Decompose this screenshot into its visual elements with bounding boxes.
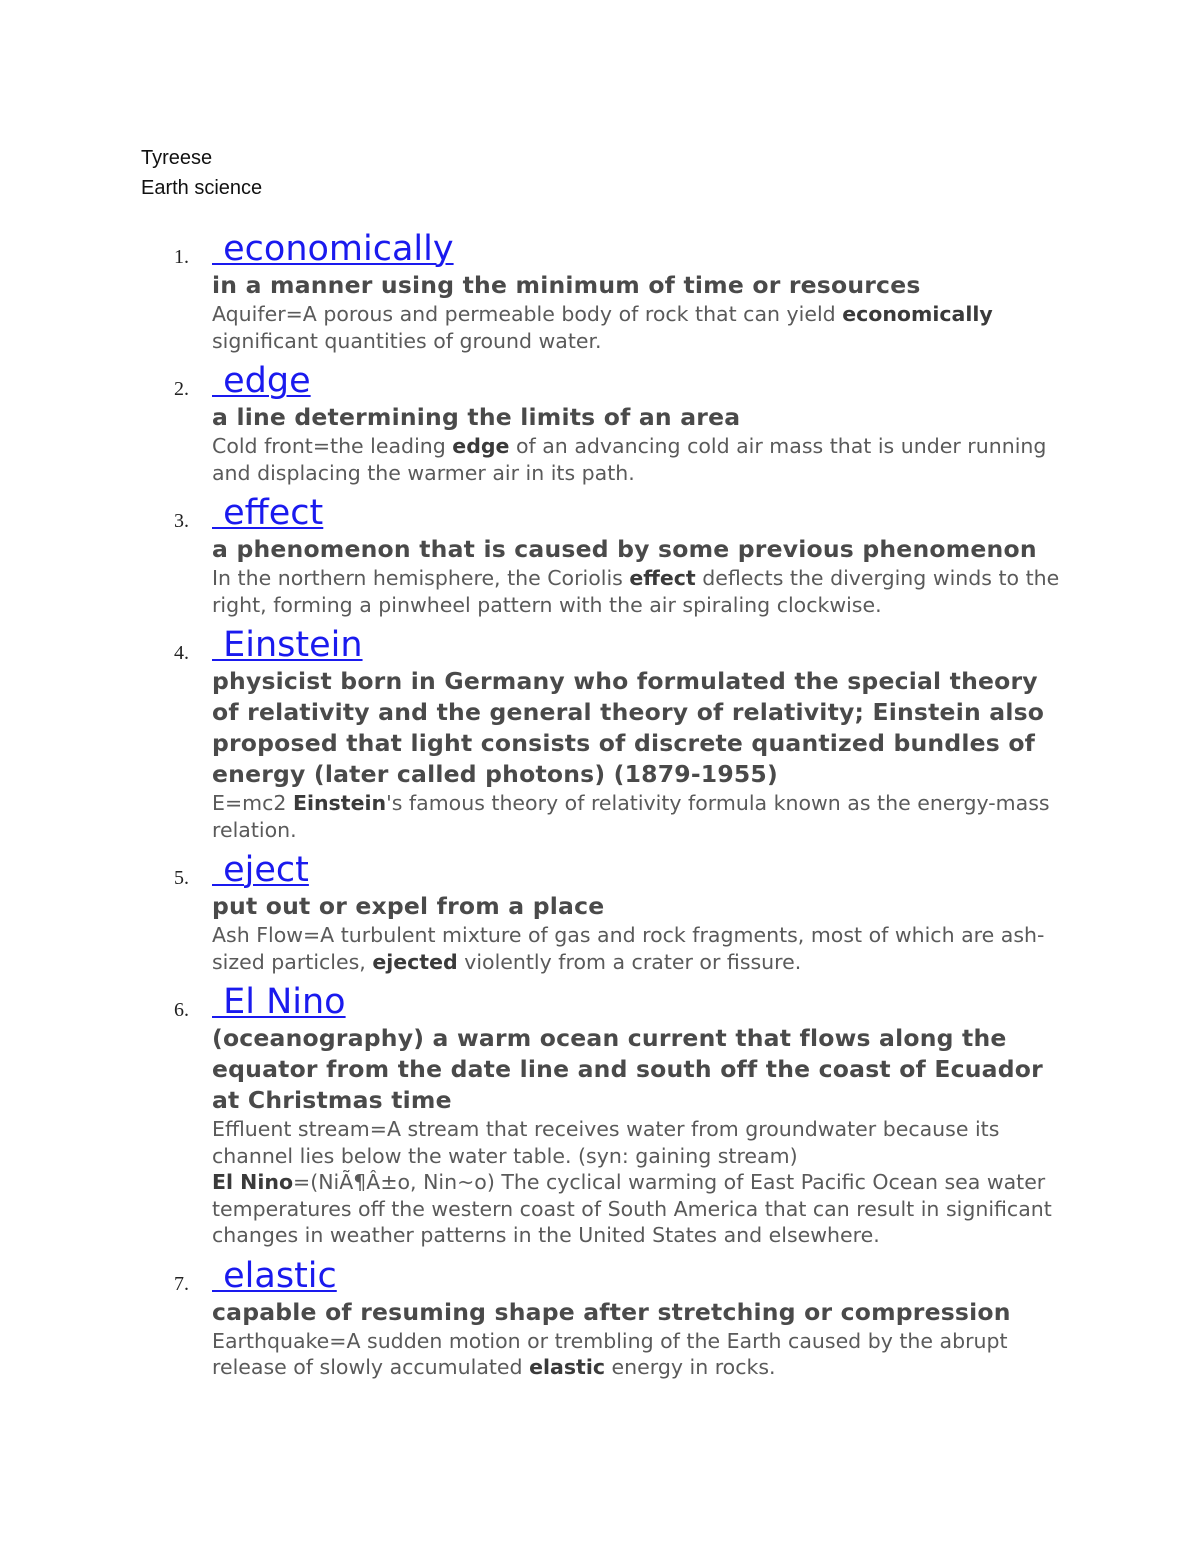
term-link[interactable]: elastic — [212, 1255, 337, 1296]
example-highlight: ejected — [372, 949, 458, 974]
example-sentence — [212, 1169, 1072, 1249]
example-sentence — [212, 565, 1072, 618]
document-header — [141, 143, 262, 203]
term-definition: capable of resuming shape after stretching or compression — [212, 1297, 1011, 1326]
example-text: violently from a crater or fissure. — [457, 949, 802, 974]
vocabulary-entry — [0, 624, 1072, 843]
example-sentence — [212, 433, 1072, 486]
example-text: significant quantities of ground water. — [212, 328, 602, 353]
term-definition: a phenomenon that is caused by some previous phenomenon — [212, 535, 1037, 563]
subject-title: Earth science — [141, 177, 263, 199]
term-definition: put out or expel from a place — [212, 892, 605, 920]
vocabulary-entry — [0, 1255, 1072, 1381]
example-text: 's famous theory of relativity formula known as the energy-mass relation. — [212, 791, 1050, 842]
example-highlight: edge — [452, 434, 510, 458]
example-sentence — [212, 922, 1072, 975]
term-link[interactable]: Einstein — [212, 625, 363, 665]
example-sentence — [212, 1328, 1072, 1381]
example-text: Cold front=the leading — [212, 434, 453, 458]
term-definition: a line determining the limits of an area — [212, 403, 741, 431]
vocabulary-entry — [0, 849, 1072, 975]
vocabulary-list — [0, 228, 1200, 1387]
student-name: Tyreese — [141, 147, 213, 169]
example-text: Ash Flow=A turbulent mixture of gas and rock fragments, most of which are ash-sized particles, — [212, 923, 1045, 974]
example-text: energy in rocks. — [605, 1355, 776, 1379]
example-highlight: elastic — [529, 1355, 606, 1379]
example-text: Earthquake=A sudden motion or trembling of the Earth caused by the abrupt release of slowly accumulated — [212, 1328, 1008, 1379]
term-link[interactable]: El Nino — [212, 982, 346, 1022]
vocabulary-entry — [0, 492, 1072, 618]
example-text: deflects the diverging winds to the right, forming a pinwheel pattern with the air spiraling clockwise. — [212, 566, 1060, 617]
term-link[interactable]: edge — [212, 361, 311, 401]
vocabulary-entry — [0, 228, 1072, 354]
example-text: Effluent stream=A stream that receives water from groundwater because its channel lies below the water table. (syn: gaining stream) — [212, 1117, 1000, 1168]
entry-number: 5. — [174, 867, 189, 889]
entry-number: 6. — [174, 999, 189, 1021]
vocabulary-entry — [0, 981, 1072, 1249]
example-highlight: economically — [842, 302, 993, 326]
entry-number: 7. — [174, 1272, 189, 1295]
term-definition: physicist born in Germany who formulated the special theory of relativity and the general theory of relativity; Einstein also proposed that light consists of discrete quantized bundles of energy (later called photons) (1879-1955) — [212, 667, 1045, 788]
example-text: =(NiÃ¶Â±o, Nin~o) The cyclical warming of East Pacific Ocean sea water temperatures off the western coast of South America that can result in significant changes in weather patterns in the United States and elsewhere. — [212, 1170, 1052, 1247]
term-link[interactable]: effect — [212, 493, 324, 533]
example-text: E=mc2 — [212, 791, 293, 815]
example-highlight: effect — [629, 566, 696, 590]
entry-number: 1. — [174, 246, 189, 268]
term-link[interactable]: economically — [212, 229, 454, 269]
example-text: of an advancing cold air mass that is under running and displacing the warmer air in its path. — [212, 434, 1047, 485]
vocabulary-entry — [0, 360, 1072, 486]
example-sentence — [212, 1116, 1072, 1169]
example-text: In the northern hemisphere, the Coriolis — [212, 566, 630, 590]
entry-number: 4. — [174, 642, 189, 664]
example-sentence — [212, 301, 1072, 354]
entry-number: 2. — [174, 378, 189, 400]
example-highlight: El Nino — [212, 1170, 294, 1194]
example-sentence — [212, 790, 1072, 843]
entry-number: 3. — [174, 510, 189, 532]
term-link[interactable]: eject — [212, 850, 309, 890]
example-text: Aquifer=A porous and permeable body of rock that can yield — [212, 302, 843, 326]
term-definition: (oceanography) a warm ocean current that flows along the equator from the date line and south off the coast of Ecuador at Christmas time — [212, 1024, 1043, 1114]
term-definition: in a manner using the minimum of time or resources — [212, 271, 921, 299]
example-highlight: Einstein — [292, 791, 387, 815]
